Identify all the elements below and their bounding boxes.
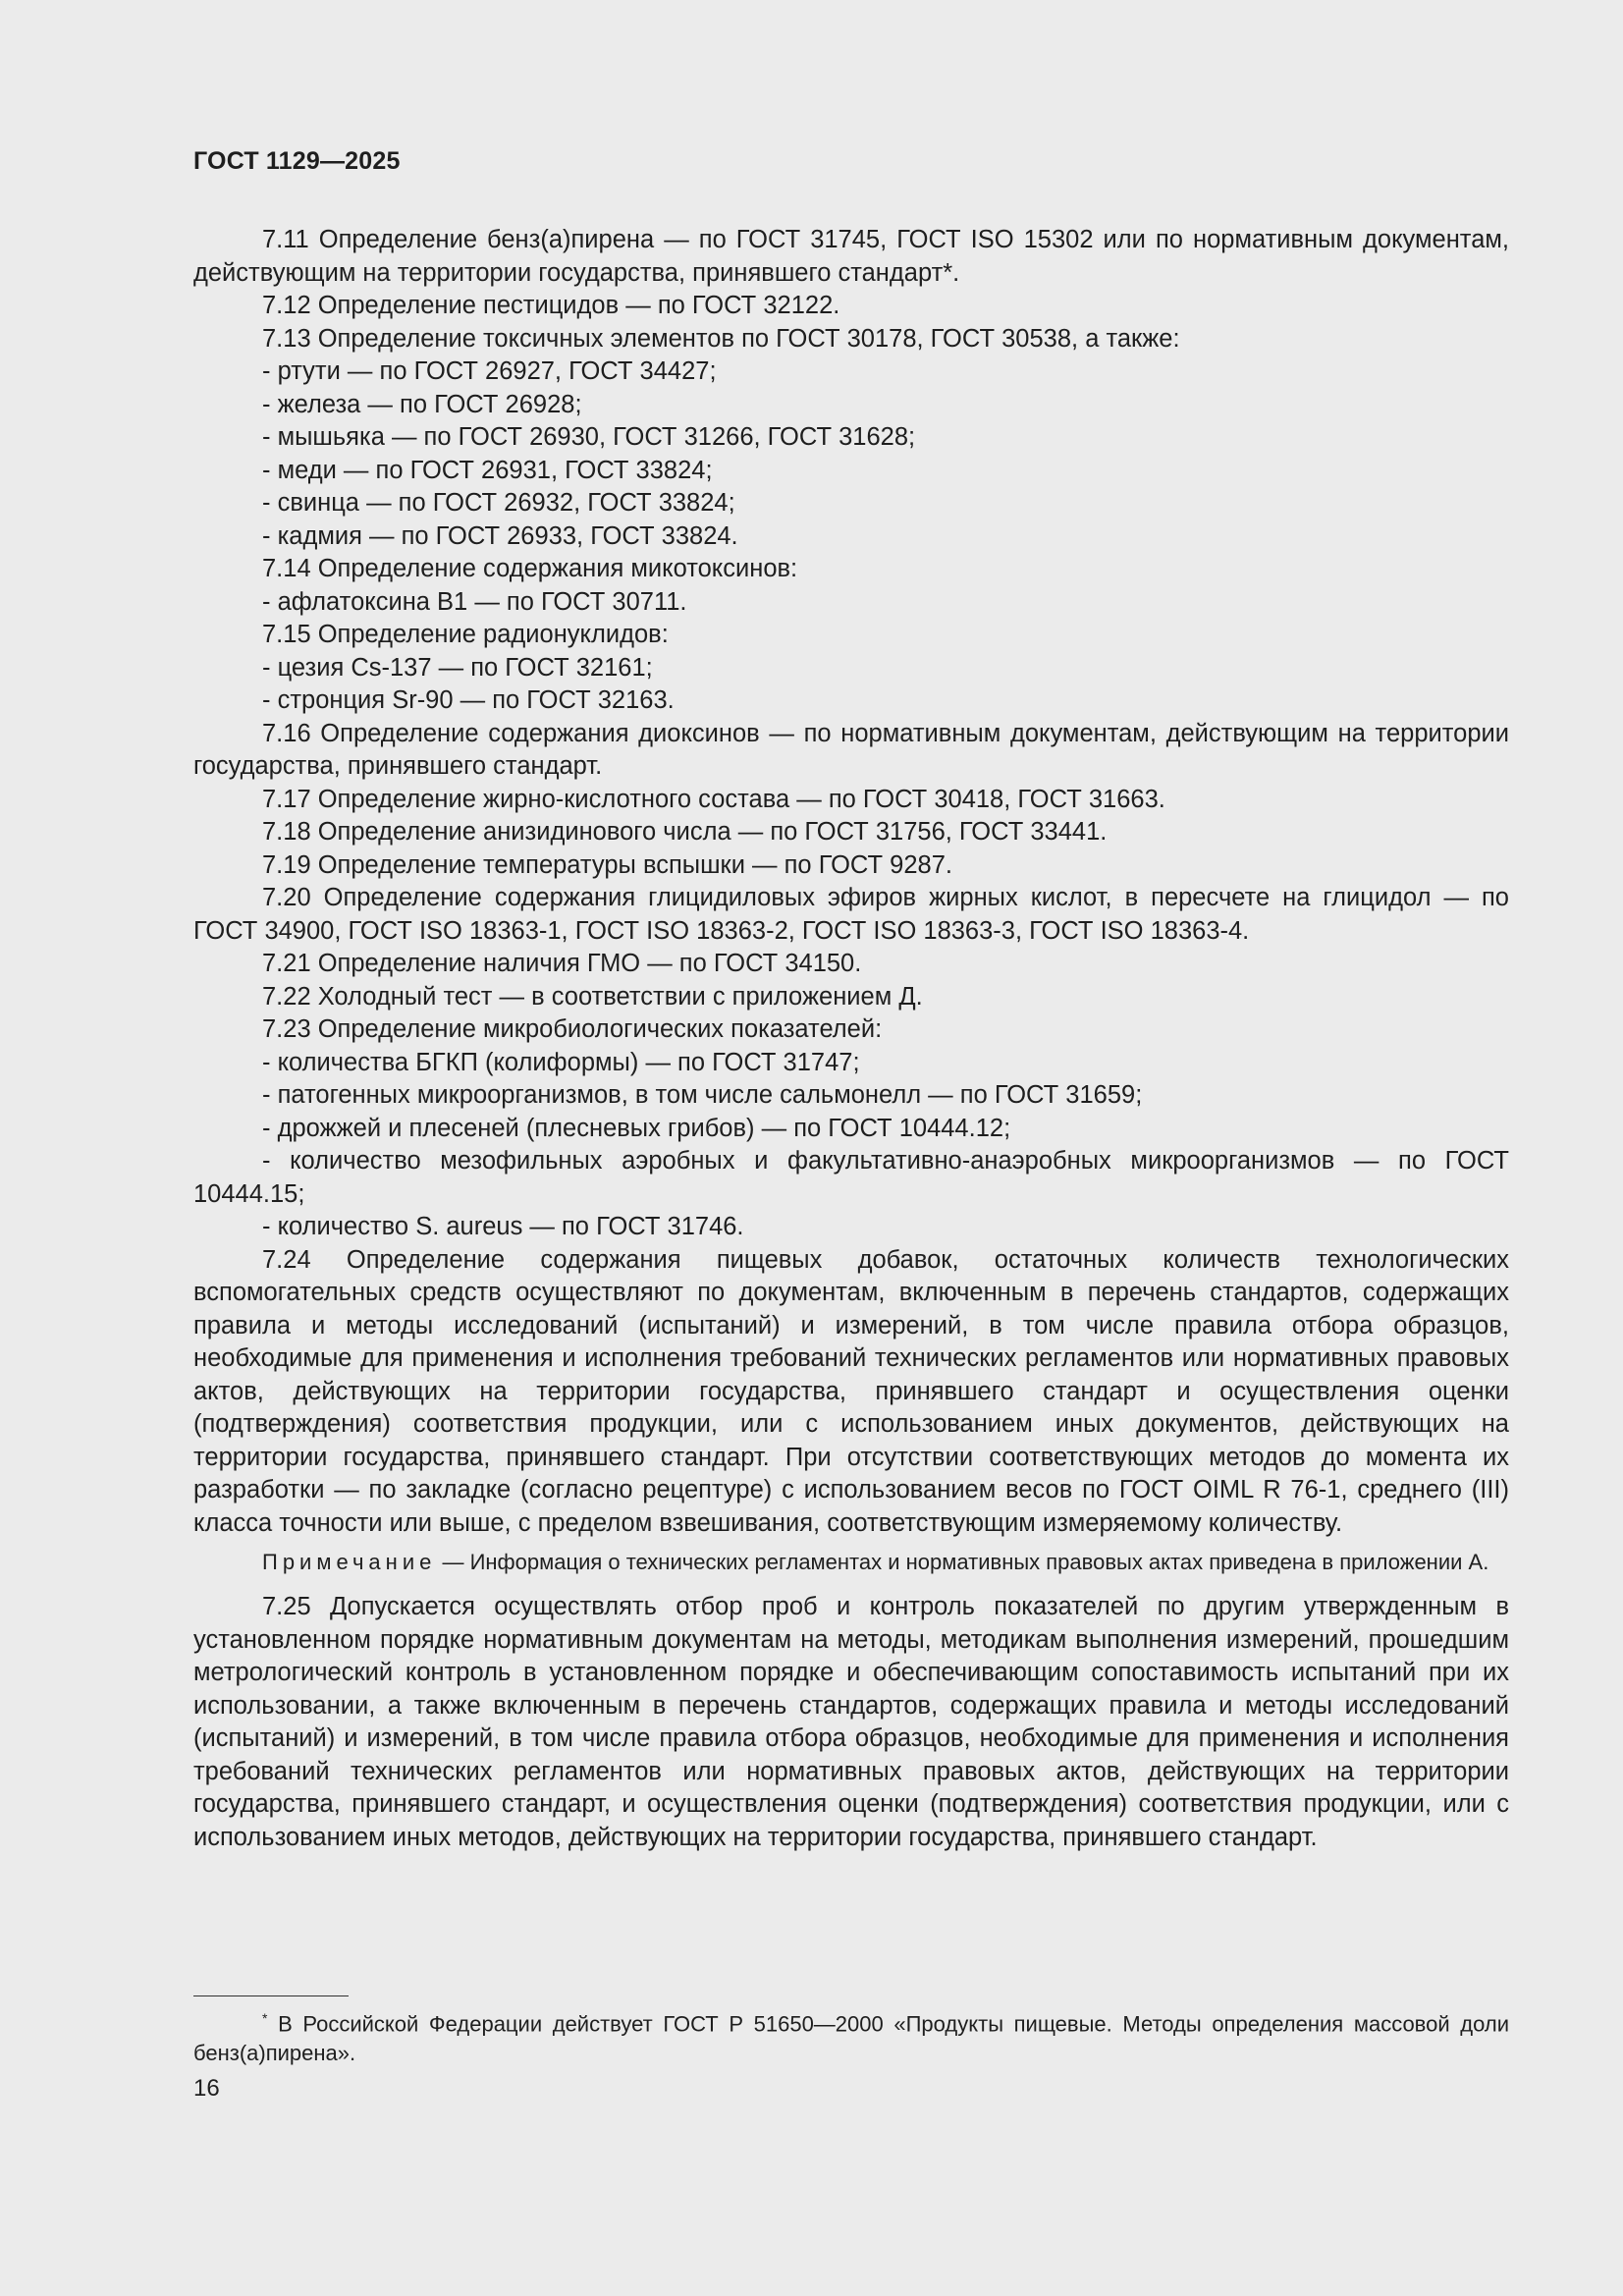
paragraph: 7.24 Определение содержания пищевых добавок, остаточных количеств технологических вспомогательных средств осуществляют по документам, включенным в перечень стандартов, содержащих правила и методы исследований (испытаний) и измерений, в том числе правила отбора образцов, необходимые для применения и исполнения требований технических регламентов или нормативных правовых актов, действующих на территории государства, принявшего стандарт и осуществления оценки (подтверждения) соответствия продукции, или с использованием иных документов, действующих на территории государства, принявшего стандарт. При отсутствии соответствующих методов до момента их разработки — по закладке (согласно рецептуре) с использованием весов по ГОСТ OIML R 76-1, среднего (III) класса точности или выше, с пределом взвешивания, соответствующим измеряемому количеству.: [193, 1245, 1509, 1537]
paragraph: - стронция Sr-90 — по ГОСТ 32163.: [262, 686, 675, 714]
paragraph: - афлатоксина В1 — по ГОСТ 30711.: [262, 587, 687, 616]
page-number: 16: [193, 2075, 220, 2102]
paragraph-list: [193, 224, 1509, 1540]
footnote-marker: *: [262, 2010, 268, 2026]
paragraph: - количество мезофильных аэробных и факультативно-анаэробных микроорганизмов — по ГОСТ 10444.15;: [193, 1147, 1509, 1208]
paragraph: - количества БГКП (колиформы) — по ГОСТ 31747;: [262, 1048, 860, 1076]
footnote: [193, 2003, 1509, 2068]
paragraph: 7.14 Определение содержания микотоксинов:: [262, 555, 798, 582]
paragraph: 7.22 Холодный тест — в соответствии с приложением Д.: [262, 982, 923, 1011]
document-header: ГОСТ 1129—2025: [193, 147, 401, 175]
paragraph: 7.18 Определение анизидинового числа — по ГОСТ 31756, ГОСТ 33441.: [262, 818, 1108, 846]
footnote-divider: [193, 1995, 349, 1996]
paragraph: 7.21 Определение наличия ГМО — по ГОСТ 34150.: [262, 950, 862, 977]
paragraph: - патогенных микроорганизмов, в том числе сальмонелл — по ГОСТ 31659;: [262, 1081, 1143, 1109]
paragraph: - количество S. aureus — по ГОСТ 31746.: [262, 1213, 744, 1240]
document-body: [193, 224, 1509, 1854]
note: [193, 1548, 1509, 1577]
paragraph-7-25: 7.25 Допускается осуществлять отбор проб и контроль показателей по другим утвержденным в установленном порядке нормативным документам на методы, методикам выполнения измерений, прошедшим метрологический контроль в установленном порядке и обеспечивающим сопоставимость испытаний при их использовании, а также включенным в перечень стандартов, содержащих правила и методы исследований (испытаний) и измерений, в том числе правила отбора образцов, необходимые для применения и исполнения требований технических регламентов или нормативных правовых актов, действующих на территории государства, принявшего стандарт, и осуществления оценки (подтверждения) соответствия продукции, или с использованием иных методов, действующих на территории государства, принявшего стандарт.: [193, 1593, 1509, 1851]
note-label: Примечание: [262, 1550, 437, 1574]
note-text: — Информация о технических регламентах и нормативных правовых актах приведена в приложении А.: [436, 1550, 1489, 1574]
paragraph: 7.17 Определение жирно-кислотного состава — по ГОСТ 30418, ГОСТ 31663.: [262, 785, 1165, 813]
paragraph: 7.23 Определение микробиологических показателей:: [262, 1015, 883, 1043]
paragraph: 7.16 Определение содержания диоксинов — по нормативным документам, действующим на территории государства, принявшего стандарт.: [193, 719, 1509, 780]
paragraph: 7.13 Определение токсичных элементов по ГОСТ 30178, ГОСТ 30538, а также:: [262, 324, 1180, 353]
paragraph: 7.15 Определение радионуклидов:: [262, 621, 669, 648]
paragraph: - цезия Cs-137 — по ГОСТ 32161;: [262, 653, 653, 682]
footnote-text: В Российской Федерации действует ГОСТ Р 51650—2000 «Продукты пищевые. Методы определения массовой доли бенз(а)пирена».: [193, 2011, 1509, 2066]
paragraph: - ртути — по ГОСТ 26927, ГОСТ 34427;: [262, 357, 717, 385]
paragraph: - меди — по ГОСТ 26931, ГОСТ 33824;: [262, 456, 713, 484]
paragraph: - свинца — по ГОСТ 26932, ГОСТ 33824;: [262, 489, 735, 517]
paragraph: 7.20 Определение содержания глицидиловых эфиров жирных кислот, в пересчете на глицидол — по ГОСТ 34900, ГОСТ ISO 18363-1, ГОСТ ISO 18363-2, ГОСТ ISO 18363-3, ГОСТ ISO 18363-4.: [193, 884, 1509, 945]
paragraph: - кадмия — по ГОСТ 26933, ГОСТ 33824.: [262, 521, 738, 550]
paragraph: - мышьяка — по ГОСТ 26930, ГОСТ 31266, ГОСТ 31628;: [262, 423, 916, 451]
paragraph: 7.11 Определение бенз(а)пирена — по ГОСТ 31745, ГОСТ ISO 15302 или по нормативным документам, действующим на территории государства, принявшего стандарт*.: [193, 226, 1509, 287]
paragraph: - железа — по ГОСТ 26928;: [262, 390, 582, 418]
paragraph: 7.12 Определение пестицидов — по ГОСТ 32122.: [262, 292, 840, 319]
paragraph: 7.19 Определение температуры вспышки — по ГОСТ 9287.: [262, 850, 952, 879]
paragraph: - дрожжей и плесеней (плесневых грибов) — по ГОСТ 10444.12;: [262, 1114, 1011, 1142]
